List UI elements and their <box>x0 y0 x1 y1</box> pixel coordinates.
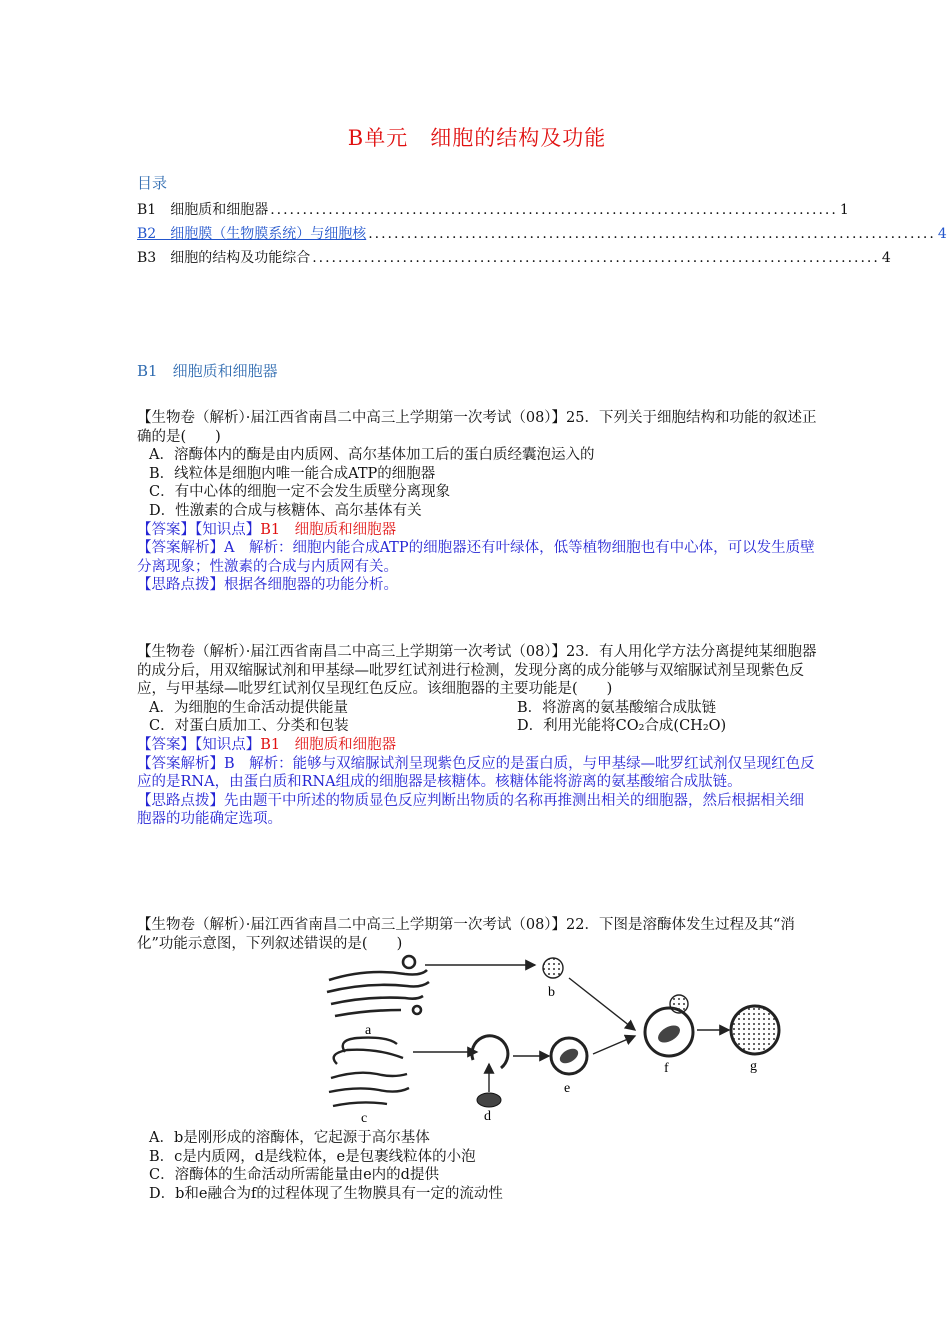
answer-analysis: 【答案解析】A 解析：细胞内能合成ATP的细胞器还有叶绿体，低等植物细胞也有中心体，可以发生质壁分离现象；性激素的合成与内质网有关。 <box>137 540 815 575</box>
option-c: C．有中心体的细胞一定不会发生质壁分离现象 <box>149 484 451 501</box>
answer-line: 【答案】【知识点】B1 细胞质和细胞器 <box>137 521 397 538</box>
option-d: D．性激素的合成与核糖体、高尔基体有关 <box>149 502 422 519</box>
question-stem: 【生物卷（解析）·届江西省南昌二中高三上学期第一次考试（08）】22．下图是溶酶体发生过程及其“消化”功能示意图，下列叙述错误的是( ) <box>137 917 795 952</box>
question-stem: 【生物卷（解析）·届江西省南昌二中高三上学期第一次考试（08）】25．下列关于细胞结构和功能的叙述正确的是( ) <box>137 410 817 445</box>
label-a: a <box>365 1023 372 1038</box>
option-a: A．溶酶体内的酶是由内质网、高尔基体加工后的蛋白质经囊泡运入的 <box>149 447 595 464</box>
document-title: B单元 细胞的结构及功能 <box>347 126 607 150</box>
label-d: d <box>484 1109 491 1124</box>
question-25 <box>137 409 817 595</box>
label-e: e <box>564 1081 571 1096</box>
option-c: C．溶酶体的生命活动所需能量由e内的d提供 <box>149 1167 439 1184</box>
option-b: B．c是内质网，d是线粒体，e是包裹线粒体的小泡 <box>149 1148 476 1165</box>
solution-hint: 【思路点拨】先由题干中所述的物质显色反应判断出物质的名称再推测出相关的细胞器，然后根据相关细胞器的功能确定选项。 <box>137 792 804 828</box>
lysosome-b <box>543 958 563 978</box>
golgi-apparatus <box>327 956 429 1016</box>
forming-vesicle <box>472 1036 508 1068</box>
solution-hint: 【思路点拨】根据各细胞器的功能分析。 <box>137 577 398 594</box>
options-row-1 <box>137 699 817 718</box>
answer-analysis: 【答案解析】B 解析：能够与双缩脲试剂呈现紫色反应的是蛋白质，与甲基绿—吡罗红试剂仅呈现红色反应的是RNA，由蛋白质和RNA组成的细胞器是核糖体。核糖体能将游离的氨基酸缩合成肽链。 <box>137 755 815 791</box>
label-g: g <box>750 1059 757 1074</box>
question-stem: 【生物卷（解析）·届江西省南昌二中高三上学期第一次考试（08）】23．有人用化学方法分离提纯某细胞器的成分后，用双缩脲试剂和甲基绿—吡罗红试剂进行检测，发现分离的成分能够与双缩脲试剂呈现紫色反应，与甲基绿—吡罗红试剂仅呈现红色反应。该细胞器的主要功能是( ) <box>137 644 817 698</box>
options-row-2 <box>137 717 817 736</box>
option-d: D．利用光能将CO₂合成(CH₂O) <box>517 718 727 735</box>
toc-item-b1[interactable]: B1 细胞质和细胞器 ........................................................................................ 1 <box>137 202 849 218</box>
label-c: c <box>361 1111 368 1126</box>
toc-heading: 目录 <box>137 174 168 192</box>
question-22-options <box>137 1129 817 1203</box>
option-d: D．b和e融合为f的过程体现了生物膜具有一定的流动性 <box>149 1185 503 1202</box>
option-a: A．为细胞的生命活动提供能量 <box>149 699 348 716</box>
section-heading-b1: B1 细胞质和细胞器 <box>137 362 278 380</box>
lysosome-diagram <box>317 952 787 1126</box>
label-b: b <box>548 985 555 1000</box>
toc-leader: ........................................................................................ <box>270 202 838 218</box>
option-a: A．b是刚形成的溶酶体，它起源于高尔基体 <box>149 1130 430 1146</box>
toc-item-b3[interactable]: B3 细胞的结构及功能综合 ........................................................................................ 4 <box>137 250 891 266</box>
question-22 <box>137 916 817 953</box>
option-b: B．将游离的氨基酸缩合成肽链 <box>517 699 717 716</box>
toc-item-b2[interactable]: B2 细胞膜（生物膜系统）与细胞核 ........................................................................................ 4 <box>137 226 947 242</box>
digestion-g <box>731 1006 779 1054</box>
endoplasmic-reticulum <box>329 1038 409 1106</box>
option-b: B．线粒体是细胞内唯一能合成ATP的细胞器 <box>149 465 436 482</box>
answer-line: 【答案】【知识点】B1 细胞质和细胞器 <box>137 736 397 753</box>
mitochondrion-d <box>477 1093 501 1107</box>
option-c: C．对蛋白质加工、分类和包装 <box>149 718 349 735</box>
toc-leader: ........................................................................................ <box>312 250 880 266</box>
label-f: f <box>664 1061 669 1076</box>
toc-leader: ........................................................................................ <box>368 226 936 242</box>
question-23 <box>137 643 817 829</box>
